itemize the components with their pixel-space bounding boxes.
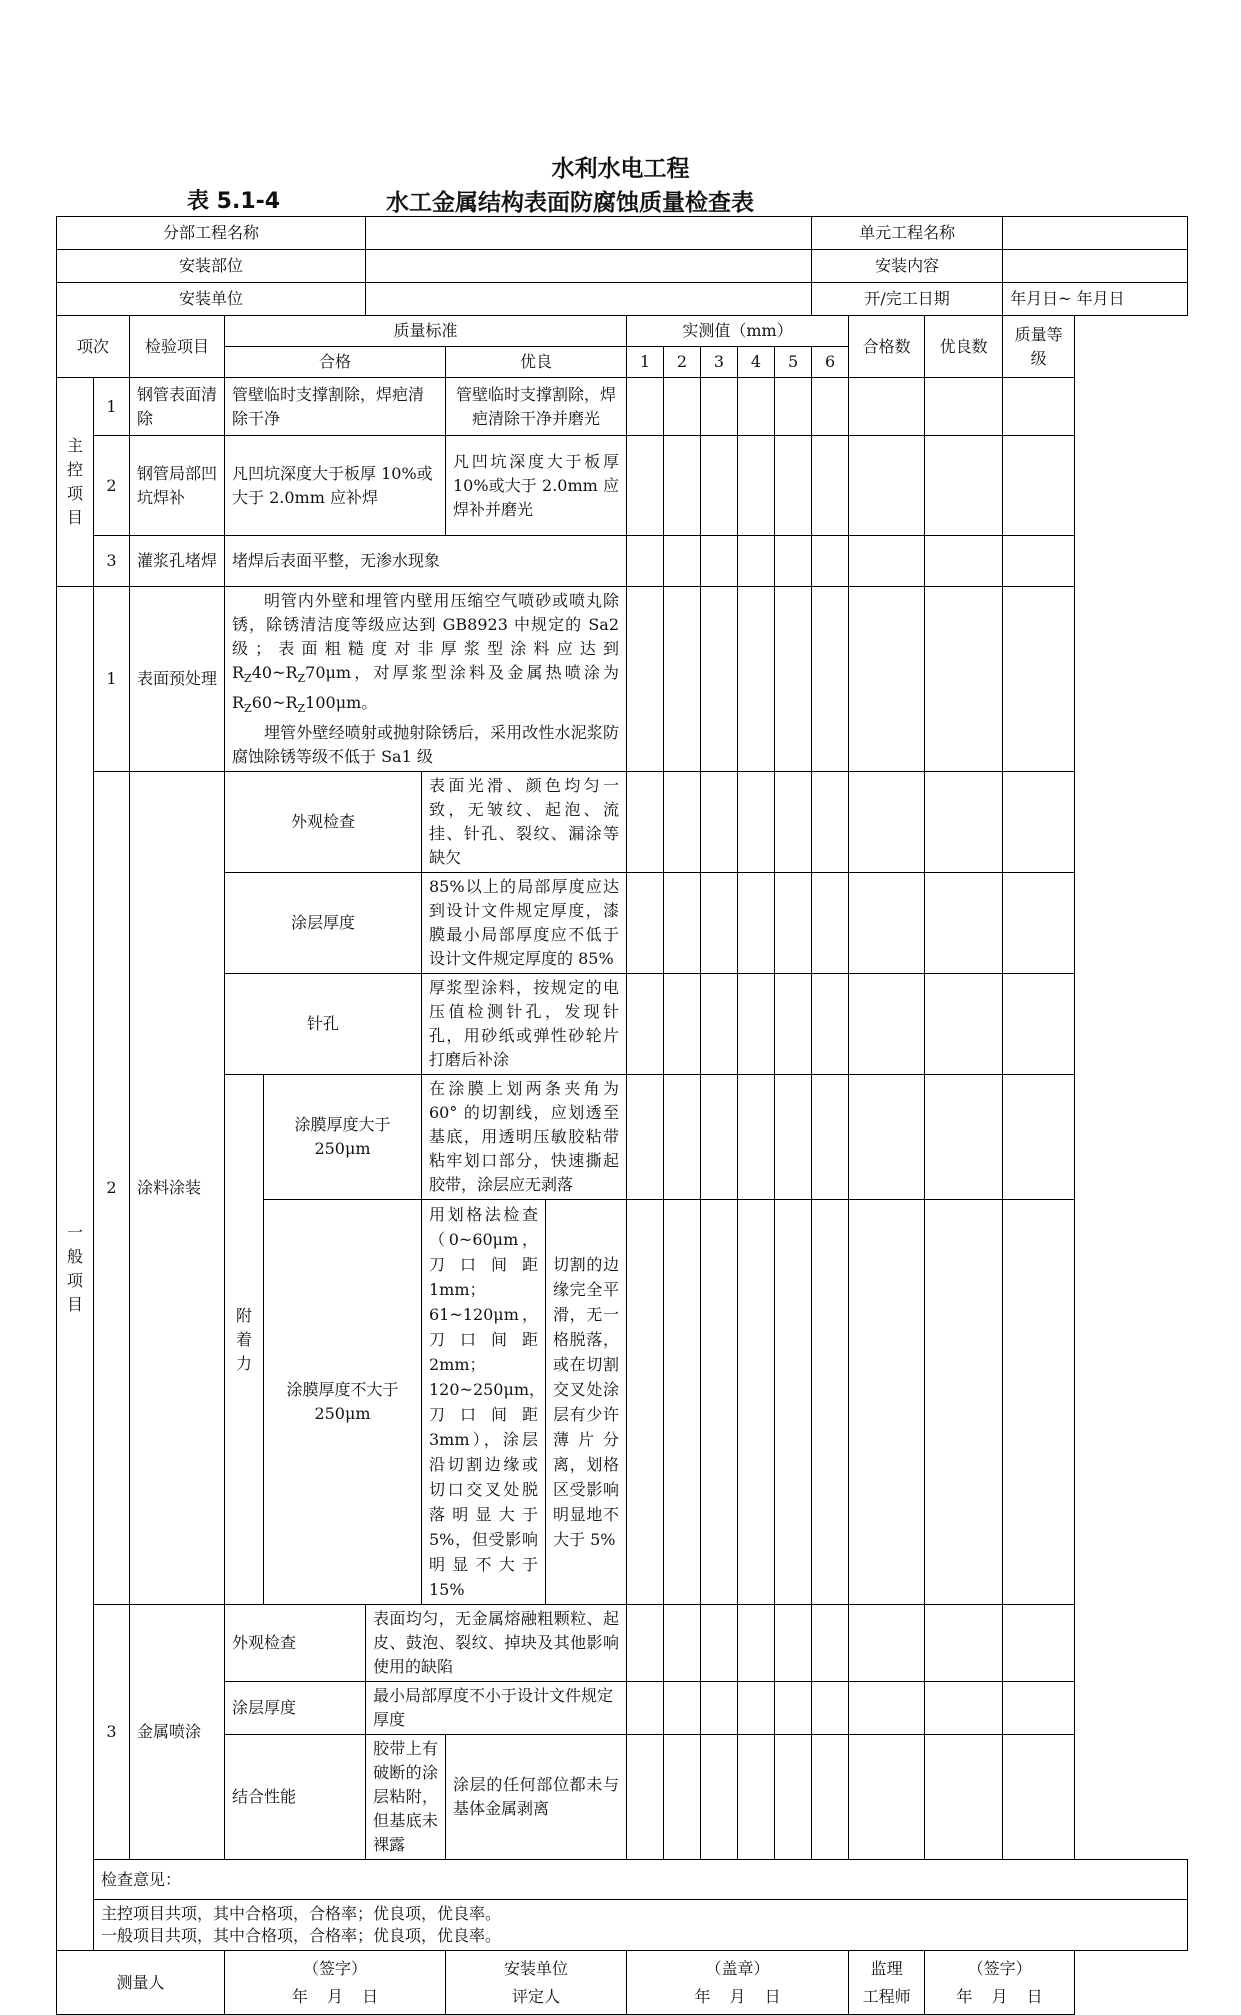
metal-no: 3 bbox=[94, 1605, 130, 1860]
measure-cell[interactable] bbox=[775, 1200, 812, 1605]
supervisor-sign[interactable]: （签字） 年 月 日 bbox=[925, 1951, 1075, 2015]
install-position-value[interactable] bbox=[366, 250, 812, 283]
measure-cell[interactable] bbox=[664, 873, 701, 974]
result-cell[interactable] bbox=[849, 1682, 925, 1735]
metal-thickness-label: 涂层厚度 bbox=[225, 1682, 366, 1735]
pre-no: 1 bbox=[94, 587, 130, 772]
main-row-1-qualified: 管壁临时支撑割除，焊疤清除干净 bbox=[225, 378, 446, 436]
sub-project-label: 分部工程名称 bbox=[57, 217, 366, 250]
table-title: 水工金属结构表面防腐蚀质量检查表 bbox=[386, 190, 754, 216]
measure-cell[interactable] bbox=[664, 436, 701, 536]
result-cell[interactable] bbox=[849, 1605, 925, 1682]
measure-cell[interactable] bbox=[738, 436, 775, 536]
col-quality-grade: 质量等级 bbox=[1003, 316, 1075, 378]
metal-bond-qualified: 胶带上有破断的涂层粘附，但基底未裸露 bbox=[366, 1735, 446, 1860]
pre-standard: 明管内外壁和埋管内壁用压缩空气喷砂或喷丸除锈，除锈清洁度等级应达到 GB8923 中规定的 Sa2 级；表面粗糙度对非厚浆型涂料应达到 $R_Z40\sim R_Z70\mu m$，对厚浆型涂料及金属热喷涂为 $R_Z60\sim R_Z100\mu m$。 埋管外壁经喷射或抛射除锈后，采用改性水泥浆防腐蚀除锈等级不低于 Sa1 级 bbox=[225, 587, 627, 772]
result-cell[interactable] bbox=[849, 974, 925, 1075]
measure-cell[interactable] bbox=[627, 772, 664, 873]
main-row-2-excellent: 凡凹坑深度大于板厚 10%或大于 2.0mm 应焊补并磨光 bbox=[446, 436, 627, 536]
result-cell[interactable] bbox=[925, 974, 1003, 1075]
measure-cell[interactable] bbox=[664, 536, 701, 587]
measure-cell[interactable] bbox=[812, 1200, 849, 1605]
thin-film-label: 涂膜厚度不大于 250μm bbox=[264, 1200, 422, 1605]
col-m1: 1 bbox=[627, 347, 664, 378]
measure-cell[interactable] bbox=[812, 974, 849, 1075]
measure-cell[interactable] bbox=[664, 1605, 701, 1682]
inspection-opinion[interactable]: 检查意见： bbox=[94, 1860, 1188, 1900]
adhesion-label: 附着力 bbox=[225, 1075, 264, 1605]
surveyor-sign[interactable]: （签字） 年 月 日 bbox=[225, 1951, 446, 2015]
result-cell[interactable] bbox=[1003, 873, 1075, 974]
result-cell[interactable] bbox=[925, 873, 1003, 974]
metal-bond-excellent: 涂层的任何部位都未与基体金属剥离 bbox=[446, 1735, 627, 1860]
col-item-no: 项次 bbox=[57, 316, 130, 378]
measure-cell[interactable] bbox=[775, 974, 812, 1075]
general-group-label: 一般项目 bbox=[57, 587, 94, 1951]
metal-item: 金属喷涂 bbox=[130, 1605, 225, 1860]
install-unit-seal[interactable]: （盖章） 年 月 日 bbox=[627, 1951, 849, 2015]
measure-cell[interactable] bbox=[812, 536, 849, 587]
col-m5: 5 bbox=[775, 347, 812, 378]
result-cell[interactable] bbox=[1003, 974, 1075, 1075]
measure-cell[interactable] bbox=[812, 1682, 849, 1735]
measure-cell[interactable] bbox=[775, 378, 812, 436]
metal-bond-label: 结合性能 bbox=[225, 1735, 366, 1860]
measure-cell[interactable] bbox=[627, 587, 664, 772]
main-row-2-qualified: 凡凹坑深度大于板厚 10%或大于 2.0mm 应补焊 bbox=[225, 436, 446, 536]
measure-cell[interactable] bbox=[627, 378, 664, 436]
measure-cell[interactable] bbox=[812, 1075, 849, 1200]
result-cell[interactable] bbox=[849, 1075, 925, 1200]
result-cell[interactable] bbox=[1003, 1605, 1075, 1682]
install-content-label: 安装内容 bbox=[812, 250, 1003, 283]
result-cell[interactable] bbox=[925, 1200, 1003, 1605]
measure-cell[interactable] bbox=[738, 1200, 775, 1605]
measure-cell[interactable] bbox=[627, 974, 664, 1075]
summary-main: 主控项目共项，其中合格项，合格率；优良项，优良率。 bbox=[101, 1904, 502, 1924]
summary bbox=[94, 1900, 1188, 1951]
install-unit-value[interactable] bbox=[366, 283, 812, 316]
measure-cell[interactable] bbox=[627, 1605, 664, 1682]
measure-cell[interactable] bbox=[627, 1200, 664, 1605]
measure-cell[interactable] bbox=[738, 772, 775, 873]
metal-appearance-std: 表面均匀，无金属熔融粗颗粒、起皮、鼓泡、裂纹、掉块及其他影响使用的缺陷 bbox=[366, 1605, 627, 1682]
metal-thickness-std: 最小局部厚度不小于设计文件规定厚度 bbox=[366, 1682, 627, 1735]
main-row-1-excellent: 管壁临时支撑割除，焊疤清除干净并磨光 bbox=[446, 378, 627, 436]
thin-film-qualified: 用划格法检查（0~60μm，刀口间距 1mm；61~120μm，刀口间距 2mm；120~250μm，刀口间距 3mm），涂层沿切割边缘或切口交叉处脱落明显大于 5%，但受影响明显不大于 15% bbox=[422, 1200, 546, 1605]
result-cell[interactable] bbox=[1003, 1200, 1075, 1605]
install-content-value[interactable] bbox=[1003, 250, 1188, 283]
col-measured: 实测值（mm） bbox=[627, 316, 849, 347]
measure-cell[interactable] bbox=[775, 873, 812, 974]
inspection-table bbox=[56, 216, 1188, 2015]
main-row-2-no: 2 bbox=[94, 436, 130, 536]
measure-cell[interactable] bbox=[775, 1605, 812, 1682]
measure-cell[interactable] bbox=[664, 378, 701, 436]
measure-cell[interactable] bbox=[701, 1075, 738, 1200]
measure-cell[interactable] bbox=[627, 436, 664, 536]
measure-cell[interactable] bbox=[664, 1075, 701, 1200]
result-cell[interactable] bbox=[849, 536, 925, 587]
measure-cell[interactable] bbox=[812, 1605, 849, 1682]
main-row-3-standard: 堵焊后表面平整，无渗水现象 bbox=[225, 536, 627, 587]
result-cell[interactable] bbox=[1003, 536, 1075, 587]
measure-cell[interactable] bbox=[775, 536, 812, 587]
coat-item: 涂料涂装 bbox=[130, 772, 225, 1605]
pre-item: 表面预处理 bbox=[130, 587, 225, 772]
result-cell[interactable] bbox=[925, 772, 1003, 873]
measure-cell[interactable] bbox=[775, 1075, 812, 1200]
result-cell[interactable] bbox=[1003, 436, 1075, 536]
measure-cell[interactable] bbox=[627, 1682, 664, 1735]
measure-cell[interactable] bbox=[775, 1682, 812, 1735]
result-cell[interactable] bbox=[849, 378, 925, 436]
coat-thickness-std: 85%以上的局部厚度应达到设计文件规定厚度，漆膜最小局部厚度应不低于设计文件规定厚度的 85% bbox=[422, 873, 627, 974]
measure-cell[interactable] bbox=[738, 587, 775, 772]
col-m6: 6 bbox=[812, 347, 849, 378]
measure-cell[interactable] bbox=[775, 587, 812, 772]
result-cell[interactable] bbox=[1003, 378, 1075, 436]
col-excellent: 优良 bbox=[446, 347, 627, 378]
result-cell[interactable] bbox=[1003, 1682, 1075, 1735]
surveyor-label: 测量人 bbox=[57, 1951, 225, 2015]
result-cell[interactable] bbox=[925, 1075, 1003, 1200]
result-cell[interactable] bbox=[849, 772, 925, 873]
result-cell[interactable] bbox=[925, 587, 1003, 772]
measure-cell[interactable] bbox=[738, 378, 775, 436]
measure-cell[interactable] bbox=[664, 1682, 701, 1735]
date-label: 开/完工日期 bbox=[812, 283, 1003, 316]
result-cell[interactable] bbox=[925, 1682, 1003, 1735]
result-cell[interactable] bbox=[849, 1200, 925, 1605]
measure-cell[interactable] bbox=[812, 587, 849, 772]
metal-appearance-label: 外观检查 bbox=[225, 1605, 366, 1682]
result-cell[interactable] bbox=[925, 378, 1003, 436]
main-row-1-item: 钢管表面清除 bbox=[130, 378, 225, 436]
measure-cell[interactable] bbox=[664, 974, 701, 1075]
coat-pinhole-label: 针孔 bbox=[225, 974, 422, 1075]
result-cell[interactable] bbox=[1003, 587, 1075, 772]
measure-cell[interactable] bbox=[701, 587, 738, 772]
coat-pinhole-std: 厚浆型涂料，按规定的电压值检测针孔，发现针孔，用砂纸或弹性砂轮片打磨后补涂 bbox=[422, 974, 627, 1075]
thin-film-excellent: 切割的边缘完全平滑，无一格脱落，或在切割交叉处涂层有少许薄片分离，划格区受影响明显地不大于 5% bbox=[546, 1200, 627, 1605]
result-cell[interactable] bbox=[925, 436, 1003, 536]
date-value[interactable]: 年月日~ 年月日 bbox=[1003, 283, 1188, 316]
result-cell[interactable] bbox=[925, 1605, 1003, 1682]
result-cell[interactable] bbox=[849, 587, 925, 772]
measure-cell[interactable] bbox=[627, 873, 664, 974]
measure-cell[interactable] bbox=[627, 1075, 664, 1200]
result-cell[interactable] bbox=[1003, 1075, 1075, 1200]
col-m2: 2 bbox=[664, 347, 701, 378]
main-row-3-item: 灌浆孔堵焊 bbox=[130, 536, 225, 587]
col-m3: 3 bbox=[701, 347, 738, 378]
col-excellent-count: 优良数 bbox=[925, 316, 1003, 378]
title-main: 水利水电工程 bbox=[551, 156, 690, 182]
col-qualified-count: 合格数 bbox=[849, 316, 925, 378]
install-unit-evaluator: 安装单位 评定人 bbox=[446, 1951, 627, 2015]
sub-project-value[interactable] bbox=[366, 217, 812, 250]
col-m4: 4 bbox=[738, 347, 775, 378]
col-quality-standard: 质量标准 bbox=[225, 316, 627, 347]
result-cell[interactable] bbox=[849, 436, 925, 536]
measure-cell[interactable] bbox=[738, 974, 775, 1075]
main-row-1-no: 1 bbox=[94, 378, 130, 436]
measure-cell[interactable] bbox=[701, 1200, 738, 1605]
measure-cell[interactable] bbox=[701, 1682, 738, 1735]
measure-cell[interactable] bbox=[738, 873, 775, 974]
table-number: 表 5.1-4 bbox=[187, 189, 281, 214]
measure-cell[interactable] bbox=[701, 873, 738, 974]
col-check-item: 检验项目 bbox=[130, 316, 225, 378]
coat-no: 2 bbox=[94, 772, 130, 1605]
measure-cell[interactable] bbox=[701, 536, 738, 587]
thick-film-std: 在涂膜上划两条夹角为 60° 的切割线，应划透至基底，用透明压敏胶粘带粘牢划口部分，快速撕起胶带，涂层应无剥落 bbox=[422, 1075, 627, 1200]
main-row-2-item: 钢管局部凹坑焊补 bbox=[130, 436, 225, 536]
measure-cell[interactable] bbox=[775, 772, 812, 873]
measure-cell[interactable] bbox=[627, 536, 664, 587]
measure-cell[interactable] bbox=[738, 1605, 775, 1682]
measure-cell[interactable] bbox=[664, 587, 701, 772]
measure-cell[interactable] bbox=[701, 436, 738, 536]
measure-cell[interactable] bbox=[738, 1682, 775, 1735]
measure-cell[interactable] bbox=[775, 436, 812, 536]
measure-cell[interactable] bbox=[812, 873, 849, 974]
install-unit-label: 安装单位 bbox=[57, 283, 366, 316]
coat-thickness-label: 涂层厚度 bbox=[225, 873, 422, 974]
measure-cell[interactable] bbox=[664, 1200, 701, 1605]
main-row-3-no: 3 bbox=[94, 536, 130, 587]
measure-cell[interactable] bbox=[812, 772, 849, 873]
install-position-label: 安装部位 bbox=[57, 250, 366, 283]
unit-project-value[interactable] bbox=[1003, 217, 1188, 250]
measure-cell[interactable] bbox=[812, 436, 849, 536]
result-cell[interactable] bbox=[849, 873, 925, 974]
measure-cell[interactable] bbox=[701, 1605, 738, 1682]
unit-project-label: 单元工程名称 bbox=[812, 217, 1003, 250]
summary-general: 一般项目共项，其中合格项，合格率；优良项，优良率。 bbox=[101, 1926, 502, 1946]
coat-appearance-label: 外观检查 bbox=[225, 772, 422, 873]
result-cell[interactable] bbox=[1003, 772, 1075, 873]
thick-film-label: 涂膜厚度大于 250μm bbox=[264, 1075, 422, 1200]
measure-cell[interactable] bbox=[812, 378, 849, 436]
measure-cell[interactable] bbox=[701, 378, 738, 436]
measure-cell[interactable] bbox=[738, 536, 775, 587]
result-cell[interactable] bbox=[925, 536, 1003, 587]
coat-appearance-std: 表面光滑、颜色均匀一致，无皱纹、起泡、流挂、针孔、裂纹、漏涂等缺欠 bbox=[422, 772, 627, 873]
col-qualified: 合格 bbox=[225, 347, 446, 378]
measure-cell[interactable] bbox=[738, 1075, 775, 1200]
main-group-label: 主控项目 bbox=[57, 378, 94, 587]
supervisor-label: 监理 工程师 bbox=[849, 1951, 925, 2015]
measure-cell[interactable] bbox=[701, 974, 738, 1075]
measure-cell[interactable] bbox=[664, 772, 701, 873]
measure-cell[interactable] bbox=[701, 772, 738, 873]
